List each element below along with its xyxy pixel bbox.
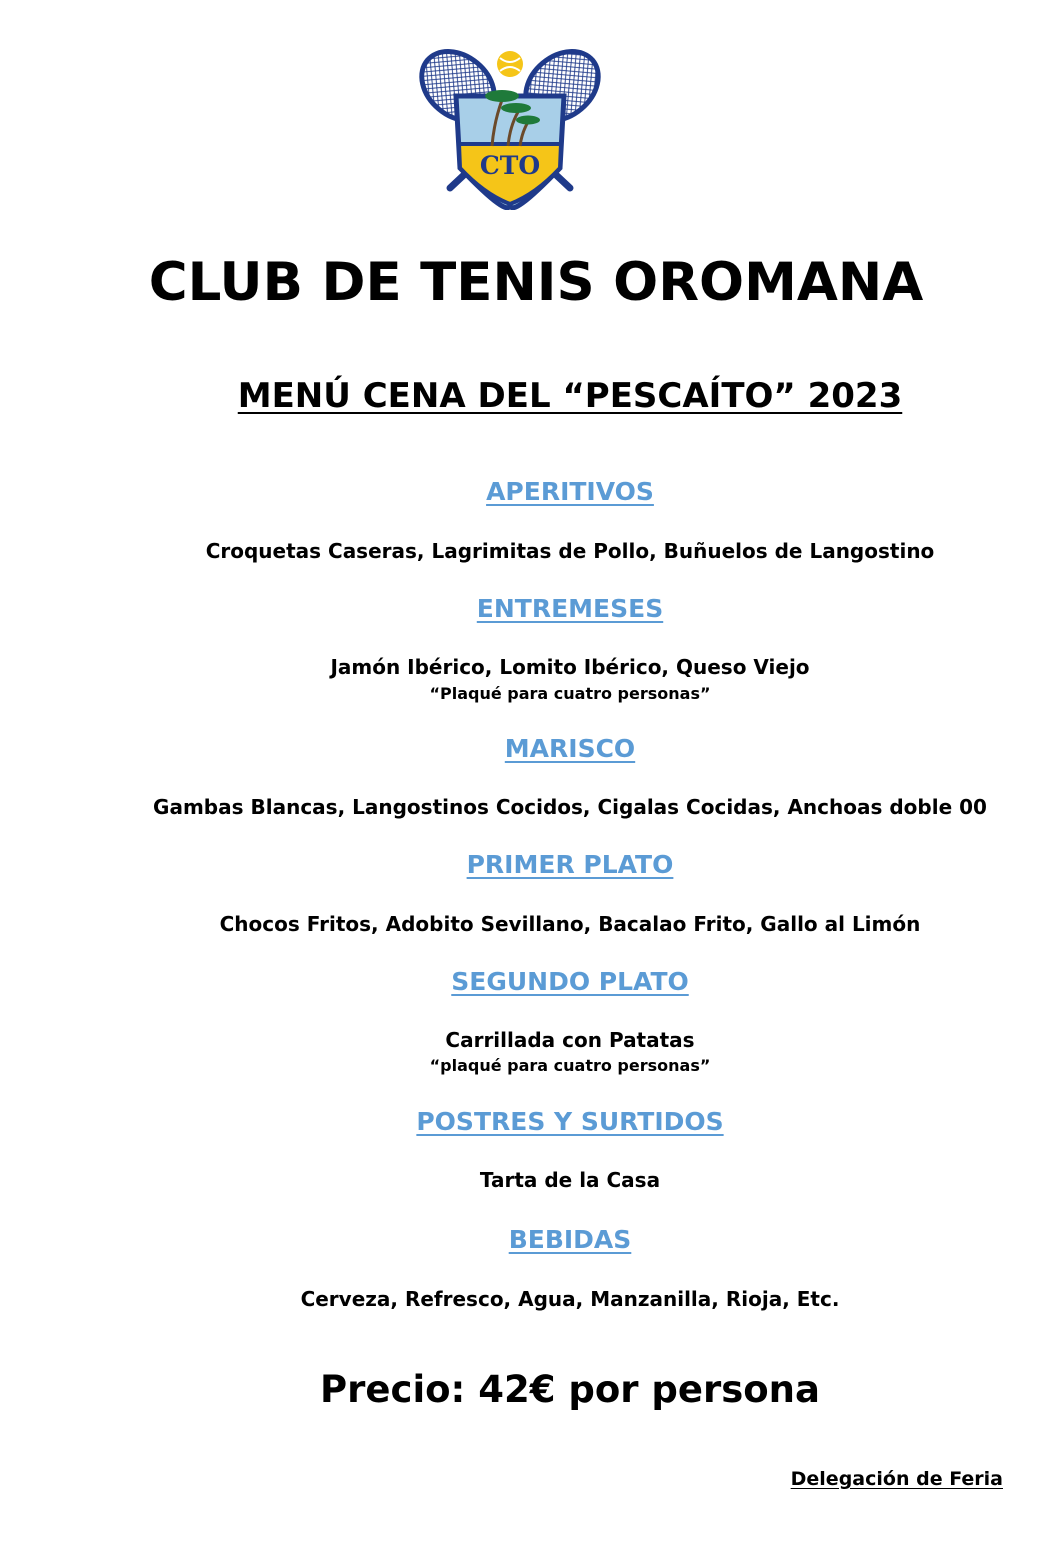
section-heading-segundo-plato: SEGUNDO PLATO xyxy=(451,967,689,996)
section-heading-marisco: MARISCO xyxy=(504,734,636,763)
section-heading-primer-plato: PRIMER PLATO xyxy=(466,850,674,879)
section-items-aperitivos: Croquetas Caseras, Lagrimitas de Pollo, Buñuelos de Langostino xyxy=(205,539,935,563)
section-note-segundo-plato: “plaqué para cuatro personas” xyxy=(429,1056,711,1075)
section-heading-aperitivos: APERITIVOS xyxy=(486,477,654,506)
section-note-entremeses: “Plaqué para cuatro personas” xyxy=(429,684,711,703)
section-heading-bebidas: BEBIDAS xyxy=(508,1225,632,1254)
section-items-bebidas: Cerveza, Refresco, Agua, Manzanilla, Rioja, Etc. xyxy=(300,1287,840,1311)
footer-signature: Delegación de Feria xyxy=(790,1468,1003,1490)
tennis-club-crest-icon xyxy=(410,38,610,210)
section-heading-postres: POSTRES Y SURTIDOS xyxy=(416,1107,724,1136)
section-heading-entremeses: ENTREMESES xyxy=(476,594,664,623)
section-items-postres: Tarta de la Casa xyxy=(479,1168,661,1192)
section-items-primer-plato: Chocos Fritos, Adobito Sevillano, Bacalao Frito, Gallo al Limón xyxy=(219,912,921,936)
club-name: CLUB DE TENIS OROMANA xyxy=(148,252,924,313)
crest-text: CTO xyxy=(479,151,541,180)
price: Precio: 42€ por persona xyxy=(320,1368,820,1411)
club-logo xyxy=(410,38,610,210)
menu-title: MENÚ CENA DEL “PESCAÍTO” 2023 xyxy=(237,376,903,416)
section-items-segundo-plato: Carrillada con Patatas xyxy=(445,1028,695,1052)
section-items-entremeses: Jamón Ibérico, Lomito Ibérico, Queso Viejo xyxy=(330,655,810,679)
section-items-marisco: Gambas Blancas, Langostinos Cocidos, Cigalas Cocidas, Anchoas doble 00 xyxy=(153,795,987,819)
